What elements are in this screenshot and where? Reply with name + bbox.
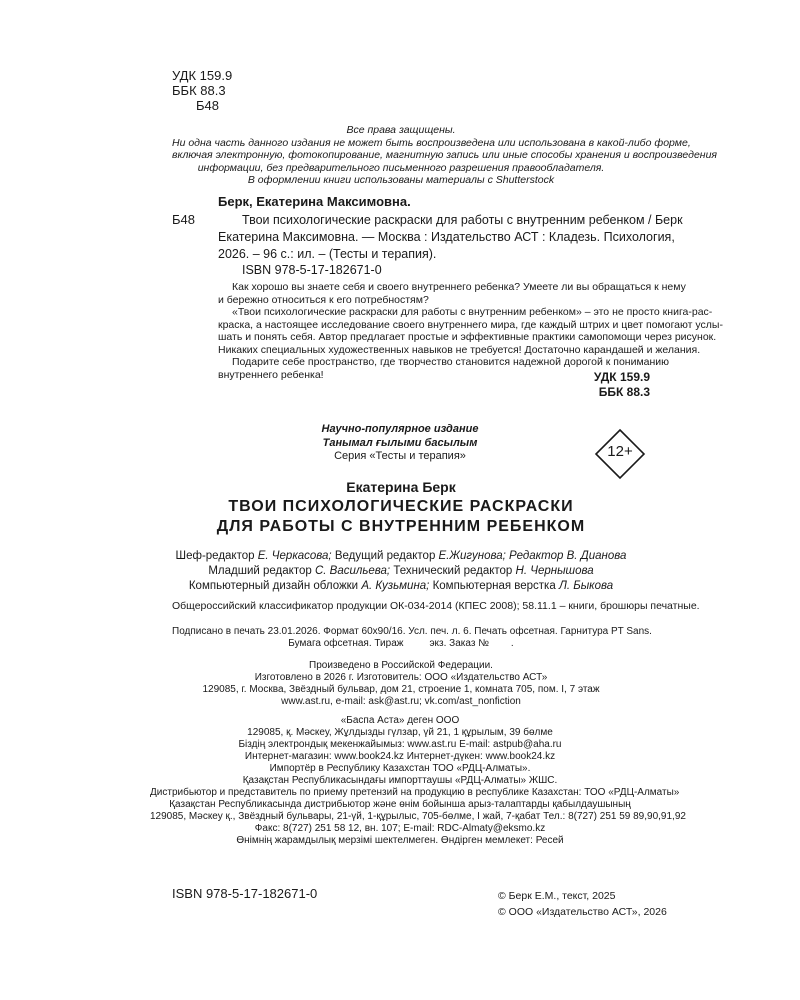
print-run-label: Бумага офсетная. Тираж: [288, 638, 404, 649]
kz-line: 129085, Мәскеу қ., Звёздный бульвары, 21-үй, 1-құрылыс, 705-бөлме, I жай, 7-қабат Тел.: 8(727) 251 59 89,90,91,92: [150, 811, 686, 822]
manufacturer-line: Произведено в Российской Федерации.: [309, 660, 493, 671]
editor-role: Компьютерная верстка: [429, 580, 559, 592]
genre-block: [250, 423, 550, 464]
editors-line-1: [172, 549, 630, 564]
annotation-line: внутреннего ребенка!: [218, 368, 324, 381]
editor-role: Технический редактор: [390, 565, 516, 577]
copyright-author: © Берк Е.М., текст, 2025: [498, 890, 616, 902]
manufacturer-line: Изготовлено в 2026 г. Изготовитель: ООО «Издательство АСТ»: [254, 672, 548, 683]
editor-name: Е.Жигунова;: [438, 550, 506, 562]
book-title-line: ДЛЯ РАБОТЫ С ВНУТРЕННИМ РЕБЕНКОМ: [216, 517, 586, 535]
kz-line: Дистрибьютор и представитель по приему претензий на продукцию в республике Казахстан: ТОО «РДЦ-Алматы»: [150, 787, 680, 798]
classification-codes-top: [172, 68, 232, 113]
biblio-line: 2026. – 96 с.: ил. – (Тесты и терапия).: [218, 247, 437, 261]
product-classifier: Общероссийский классификатор продукции ОК-034-2014 (КПЕС 2008); 58.11.1 – книги, брошюры печатные.: [172, 600, 700, 612]
annotation-line: краска, а настоящее исследование своего внутреннего мира, где каждый штрих и цвет помогают услы-: [218, 318, 723, 331]
annotation-line: шать и понять себя. Автор предлагает простые и эффективные практики самопомощи через рисунок.: [218, 331, 717, 343]
editor-name: С. Васильева;: [314, 565, 391, 577]
editor-role: Компьютерный дизайн обложки: [188, 580, 362, 592]
editor-role: Шеф-редактор: [175, 550, 258, 562]
annotation-line: «Твои психологические раскраски для работы с внутренним ребенком» – это не просто книга-рас-: [232, 306, 713, 318]
editor-name: А. Кузьмина;: [361, 580, 430, 592]
annotation-line: Как хорошо вы знаете себя и своего внутреннего ребенка? Умеете ли вы обращаться к нему: [232, 281, 686, 293]
book-author: Екатерина Берк: [346, 479, 456, 495]
genre-ru: Научно-популярное издание: [321, 423, 479, 435]
editor-name: Н. Чернышова: [515, 565, 594, 577]
order-label: экз. Заказ №: [429, 638, 489, 649]
biblio-isbn: ISBN 978-5-17-182671-0: [242, 263, 382, 277]
book-title-line: ТВОИ ПСИХОЛОГИЧЕСКИЕ РАСКРАСКИ: [228, 498, 574, 515]
biblio-line: Твои психологические раскраски для работы с внутренним ребенком / Берк: [242, 213, 683, 227]
rights-line: Ни одна часть данного издания не может быть воспроизведена или использована в какой-либо форме,: [172, 136, 691, 149]
editorial-credits: [172, 549, 630, 594]
kz-line: «Баспа Аста» деген ООО: [340, 715, 460, 726]
isbn-bottom: ISBN 978-5-17-182671-0: [172, 886, 318, 901]
editors-line-3: [172, 579, 630, 594]
author-sign-code: Б48: [196, 98, 219, 113]
udk-code: УДК 159.9: [172, 68, 233, 83]
manufacturer-info: [172, 660, 630, 708]
editor-name: В. Дианова: [566, 550, 627, 562]
rights-line: В оформлении книги использованы материалы с Shutterstock: [247, 174, 555, 186]
annotation-line: и бережно относиться к его потребностям?: [218, 293, 429, 306]
printing-line: Подписано в печать 23.01.2026. Формат 60х90/16. Усл. печ. л. 6. Печать офсетная. Гарнитура PT Sans.: [172, 626, 652, 637]
kz-line: Біздің электрондық мекенжайымыз: www.ast.ru E-mail: astpub@aha.ru: [238, 739, 562, 750]
series-name: Серия «Тесты и терапия»: [334, 450, 466, 462]
biblio-author-heading: Берк, Екатерина Максимовна.: [218, 194, 411, 209]
biblio-line: Екатерина Максимовна. — Москва : Издательство АСТ : Кладезь. Психология,: [218, 230, 675, 244]
classification-codes-right: [594, 370, 650, 400]
editors-line-2: [172, 564, 630, 579]
rights-line: включая электронную, фотокопирование, магнитную запись или иные способы хранения и воспроизведения: [172, 149, 718, 161]
manufacturer-line: www.ast.ru, e-mail: ask@ast.ru; vk.com/ast_nonfiction: [281, 696, 521, 707]
rights-line: Все права защищены.: [346, 124, 456, 136]
order-end: .: [510, 638, 514, 649]
copyright-publisher: © ООО «Издательство АСТ», 2026: [498, 906, 667, 918]
kz-line: Қазақстан Республикасында дистрибьютор және өнім бойынша арыз-талаптарды қабылдаушының: [169, 799, 631, 810]
bbk-code: ББК 88.3: [172, 83, 226, 98]
book-title: [172, 497, 630, 536]
udk-code-right: УДК 159.9: [593, 370, 650, 384]
biblio-code: Б48: [172, 212, 195, 227]
editor-role: Редактор: [505, 550, 567, 562]
annotation: [218, 281, 723, 381]
editor-role: Ведущий редактор: [331, 550, 439, 562]
annotation-line: Подарите себе пространство, где творчество становится надежной дорогой к пониманию: [232, 356, 670, 368]
rights-line: информации, без предварительного письменного разрешения правообладателя.: [197, 161, 605, 174]
kz-line: Факс: 8(727) 251 58 12, вн. 107; E-mail: RDC-Almaty@eksmo.kz: [254, 823, 546, 834]
annotation-line: Никаких специальных художественных навыков не требуется! Достаточно карандашей и желания.: [218, 343, 701, 356]
kz-line: Интернет-магазин: www.book24.kz Интернет-дүкен: www.book24.kz: [244, 751, 556, 762]
copyright-block: [498, 888, 667, 920]
age-rating-label: 12+: [607, 443, 633, 460]
manufacturer-line: 129085, г. Москва, Звёздный бульвар, дом 21, строение 1, комната 705, пом. I, 7 этаж: [202, 684, 600, 695]
kz-line: Импортёр в Республику Казахстан ТОО «РДЦ-Алматы».: [269, 763, 531, 774]
kz-line: 129085, қ. Мәскеу, Жұлдызды гүлзар, үй 21, 1 құрылым, 39 бөлме: [247, 727, 553, 738]
kz-line: Өнімнің жарамдылық мерзімі шектелмеген. Өндірген мемлекет: Ресей: [236, 835, 564, 846]
genre-kz: Танымал ғылыми басылым: [322, 436, 478, 449]
printing-info: [172, 626, 652, 650]
bbk-code-right: ББК 88.3: [598, 385, 650, 399]
editor-name: Е. Черкасова;: [257, 550, 332, 562]
kz-line: Қазақстан Республикасындағы импорттаушы «РДЦ-Алматы» ЖШС.: [242, 775, 558, 786]
editor-role: Младший редактор: [208, 565, 315, 577]
rights-notice: [172, 124, 718, 187]
editor-name: Л. Быкова: [558, 580, 614, 592]
printing-line: [172, 638, 630, 650]
biblio-description: [218, 212, 683, 263]
kazakhstan-info: [150, 715, 686, 847]
